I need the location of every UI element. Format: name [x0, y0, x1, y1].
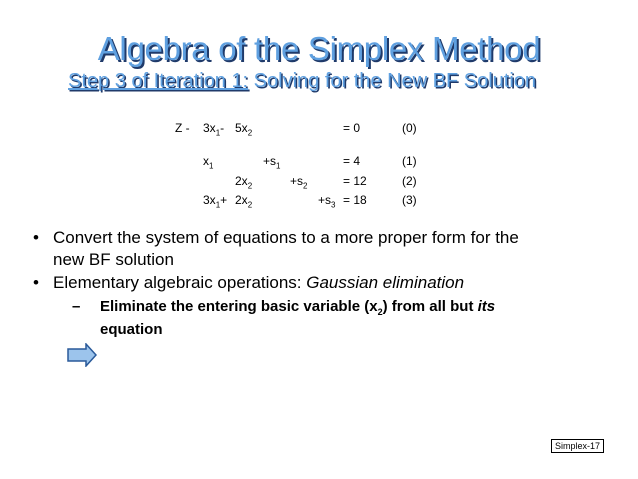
eq2-x2: $2x_2$ [235, 174, 253, 191]
eq3-x2: $2x_2$ [235, 193, 253, 210]
eq3-s3: $+s_3$ [318, 193, 336, 210]
eq0-x1: $3x_1-$ [203, 121, 225, 138]
eq2-s2: $+s_2$ [290, 174, 308, 191]
subtitle-description: Solving for the New BF Solution [248, 70, 537, 92]
slide-subtitle [68, 70, 536, 93]
eq0-lhs: Z - [175, 121, 190, 135]
next-arrow-icon[interactable] [67, 343, 97, 367]
sub-bullet-marker: – [72, 298, 81, 315]
eq3-rhs: = 18 [343, 193, 367, 207]
bullet-dot: • [33, 228, 39, 247]
subtitle-step: Step 3 of Iteration 1: [68, 70, 249, 92]
slide-title: Algebra of the Simplex Method [97, 30, 541, 67]
bullet-convert-line1: Convert the system of equations to a more proper form for the [53, 228, 519, 247]
bullet-operations-text: Elementary algebraic operations: Gaussian elimination [53, 273, 465, 292]
eq1-x1: $x_1$ [203, 154, 214, 171]
eq2-number: (2) [402, 174, 417, 188]
bullet-convert-line2: new BF solution [53, 250, 174, 269]
eq3-number: (3) [402, 193, 417, 207]
eq1-number: (1) [402, 154, 417, 168]
bullet-operations [33, 272, 623, 294]
eq3-x1: $3x_1+$ [203, 193, 228, 210]
sub-bullet-line1: Eliminate the entering basic variable $(x_2)$ from all but its [100, 298, 496, 317]
sub-bullet-line2: equation [100, 321, 163, 338]
bullet-dot: • [33, 273, 39, 292]
bullet-convert [33, 227, 623, 271]
eq2-rhs: = 12 [343, 174, 367, 188]
eq0-number: (0) [402, 121, 417, 135]
slide-number: Simplex-17 [551, 439, 604, 453]
eq0-x2: $5x_2$ [235, 121, 253, 138]
eq1-rhs: = 4 [343, 154, 361, 168]
eq0-rhs: = 0 [343, 121, 361, 135]
eq1-s1: $+s_1$ [263, 154, 281, 171]
